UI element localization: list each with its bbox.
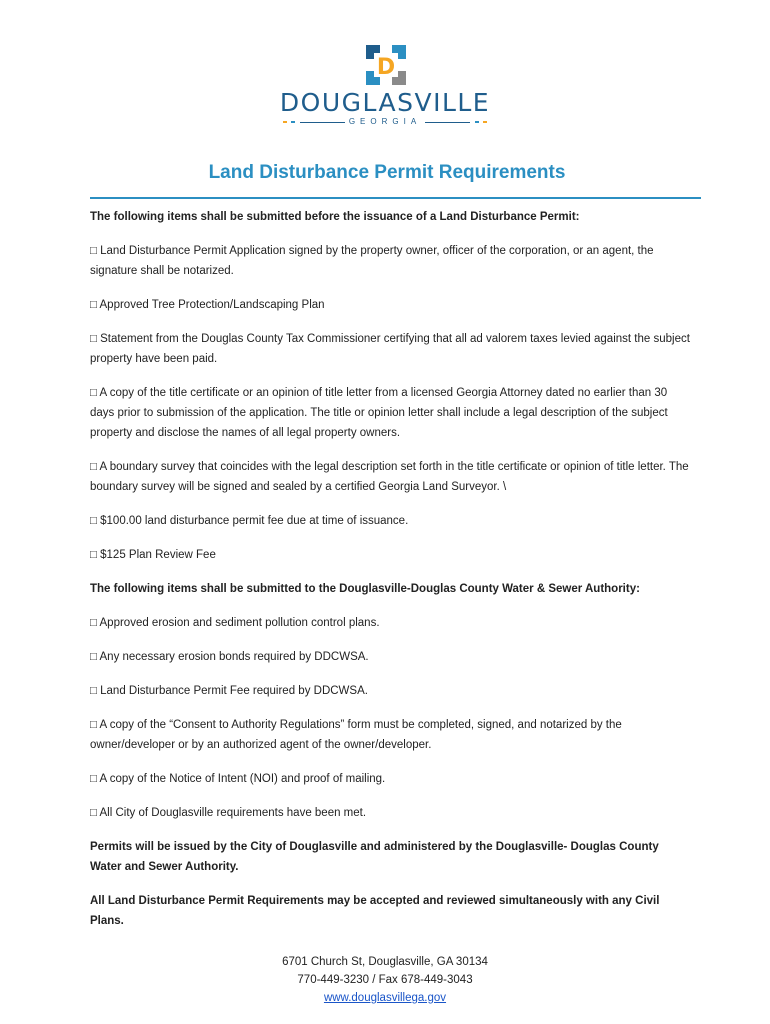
note: Permits will be issued by the City of Douglasville and administered by the Douglasville- Douglas County Water and Sewer Authority. bbox=[90, 841, 659, 873]
logo-subtitle: GEORGIA bbox=[348, 117, 422, 126]
requirements-body bbox=[90, 207, 690, 945]
checklist-item: □ Any necessary erosion bonds required by DDCWSA. bbox=[90, 651, 369, 663]
logo-wordmark: DOUGLASVILLE bbox=[279, 88, 491, 117]
section-intro: The following items shall be submitted to the Douglasville-Douglas County Water & Sewer Authority: bbox=[90, 583, 640, 595]
douglasville-logo-icon bbox=[366, 45, 406, 85]
note: All Land Disturbance Permit Requirements may be accepted and reviewed simultaneously with any Civil Plans. bbox=[90, 895, 660, 927]
footer-phone: 770-449-3230 / Fax 678-449-3043 bbox=[297, 974, 473, 986]
title-divider bbox=[90, 197, 701, 199]
checklist-item: □ Approved Tree Protection/Landscaping Plan bbox=[90, 299, 325, 311]
logo-dash bbox=[483, 121, 487, 123]
checklist-item: □ Approved erosion and sediment pollution control plans. bbox=[90, 617, 380, 629]
website-link[interactable]: www.douglasvillega.gov bbox=[323, 992, 447, 1004]
checklist-item: □ Statement from the Douglas County Tax Commissioner certifying that all ad valorem taxes levied against the subject property have been paid. bbox=[90, 333, 690, 365]
logo-letter: D bbox=[376, 55, 396, 80]
logo-rule-right bbox=[425, 122, 470, 123]
checklist-item: □ A copy of the title certificate or an opinion of title letter from a licensed Georgia Attorney dated no earlier than 30 days prior to submission of the application. The title or opinion letter shall include a legal description of the subject property and disclose the names of all legal property owners. bbox=[90, 387, 668, 439]
checklist-item: □ Land Disturbance Permit Fee required by DDCWSA. bbox=[90, 685, 368, 697]
checklist-item: □ Land Disturbance Permit Application signed by the property owner, officer of the corporation, or an agent, the signature shall be notarized. bbox=[90, 245, 654, 277]
page-title: Land Disturbance Permit Requirements bbox=[208, 162, 566, 183]
city-logo bbox=[0, 40, 770, 135]
footer-address: 6701 Church St, Douglasville, GA 30134 bbox=[282, 956, 488, 968]
page-footer bbox=[0, 953, 770, 1007]
checklist-item: □ A boundary survey that coincides with the legal description set forth in the title certificate or opinion of title letter. The boundary survey will be signed and sealed by a certified Georgia Land Surveyor. \ bbox=[90, 461, 689, 493]
section-intro: The following items shall be submitted before the issuance of a Land Disturbance Permit: bbox=[90, 211, 580, 223]
checklist-item: □ All City of Douglasville requirements have been met. bbox=[90, 807, 367, 819]
checklist-item: □ $125 Plan Review Fee bbox=[90, 549, 216, 561]
checklist-item: □ $100.00 land disturbance permit fee due at time of issuance. bbox=[90, 515, 409, 527]
checklist-item: □ A copy of the “Consent to Authority Regulations” form must be completed, signed, and notarized by the owner/developer or by an authorized agent of the owner/developer. bbox=[90, 719, 622, 751]
checklist-item: □ A copy of the Notice of Intent (NOI) and proof of mailing. bbox=[90, 773, 386, 785]
logo-dash bbox=[475, 121, 479, 123]
